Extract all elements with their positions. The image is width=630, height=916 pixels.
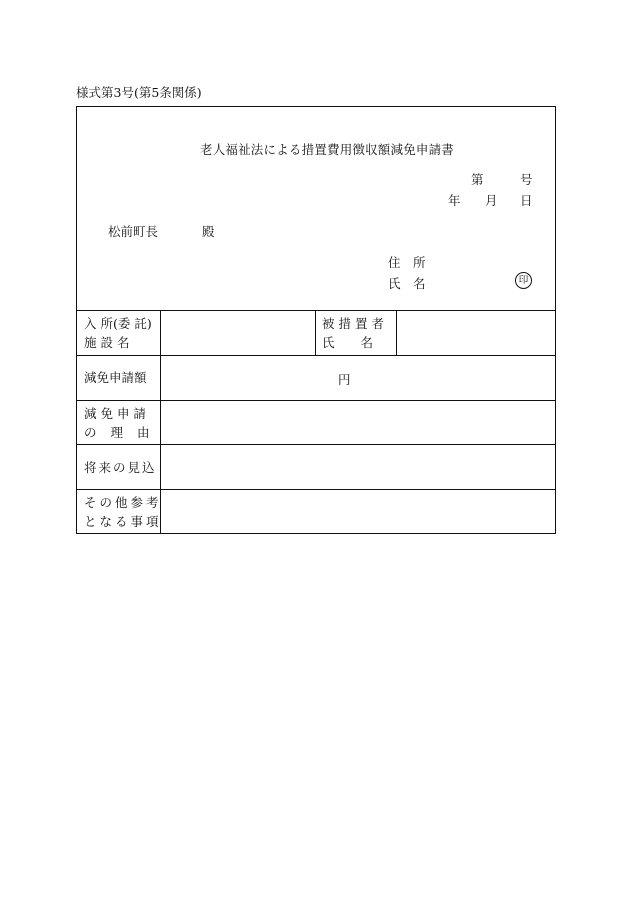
other-value-cell[interactable] bbox=[163, 492, 553, 532]
facility-value-cell[interactable] bbox=[163, 313, 313, 353]
form-number-label: 様式第3号(第5条関係) bbox=[76, 85, 202, 100]
outlook-value-cell[interactable] bbox=[163, 447, 553, 487]
table-top-rule bbox=[76, 310, 556, 311]
row-rule-3 bbox=[76, 444, 556, 445]
other-label-line-1: その他参考 bbox=[84, 495, 162, 510]
reason-label-line-1: 減 免 申 請 bbox=[84, 406, 146, 421]
date-day: 日 bbox=[520, 193, 533, 208]
reason-label-line-2: の 理 由 bbox=[84, 425, 150, 440]
person-label bbox=[322, 314, 384, 352]
person-label-right-rule bbox=[396, 310, 397, 355]
person-label-line-2: 氏 名 bbox=[322, 335, 373, 350]
row-rule-4 bbox=[76, 489, 556, 490]
facility-label bbox=[84, 314, 154, 352]
address-label: 住 所 bbox=[388, 255, 426, 270]
amount-unit: 円 bbox=[338, 372, 351, 387]
person-label-left-rule bbox=[315, 310, 316, 355]
date-month: 月 bbox=[485, 193, 498, 208]
person-label-line-1: 被 措 置 者 bbox=[322, 316, 384, 331]
date-year: 年 bbox=[448, 193, 461, 208]
amount-label: 減免申請額 bbox=[84, 370, 147, 385]
form-title: 老人福祉法による措置費用徴収額減免申請書 bbox=[200, 142, 455, 157]
outlook-label: 将来の見込 bbox=[84, 460, 157, 475]
row-rule-2 bbox=[76, 400, 556, 401]
reason-value-cell[interactable] bbox=[163, 403, 553, 442]
facility-label-line-2: 施 設 名 bbox=[84, 335, 130, 350]
person-value-cell[interactable] bbox=[399, 313, 553, 353]
other-label bbox=[84, 493, 162, 531]
number-dai: 第 bbox=[471, 172, 484, 187]
row-rule-1 bbox=[76, 355, 556, 356]
facility-label-line-1: 入 所(委 託) bbox=[84, 316, 152, 331]
addressee-honorific: 殿 bbox=[202, 224, 215, 239]
addressee-name: 松前町長 bbox=[108, 224, 159, 239]
seal-mark: 印 bbox=[515, 272, 532, 289]
reason-label bbox=[84, 404, 149, 442]
number-go: 号 bbox=[520, 172, 533, 187]
name-label: 氏 名 bbox=[388, 276, 426, 291]
other-label-line-2: となる事項 bbox=[84, 514, 162, 529]
